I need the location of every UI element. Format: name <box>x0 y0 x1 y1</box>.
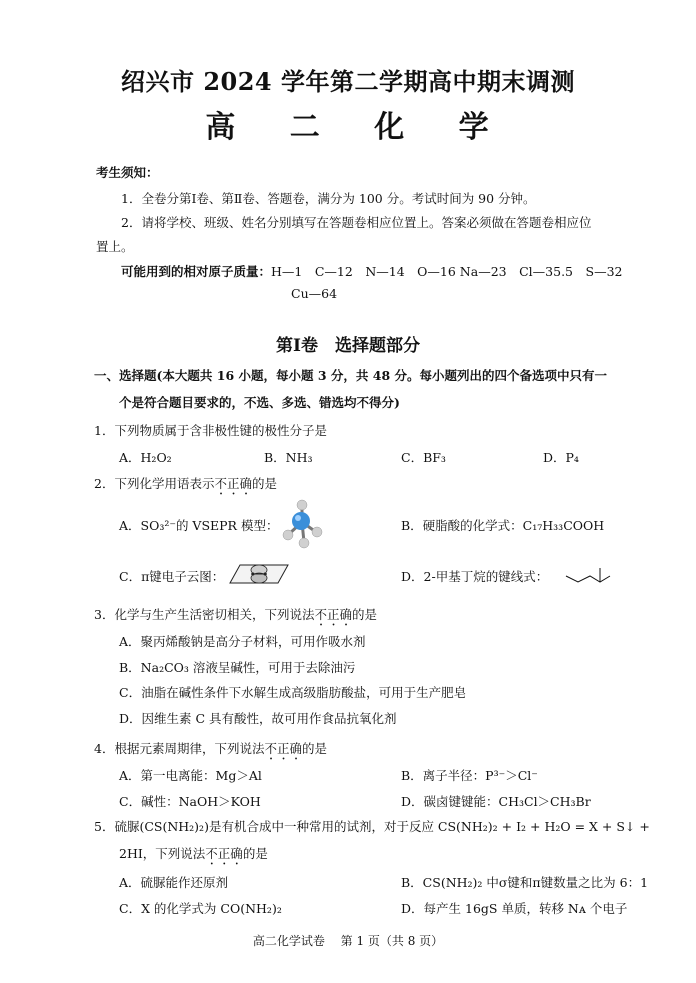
q5-option-d: D．每产生 16gS 单质，转移 Nᴀ 个电子 <box>401 901 628 916</box>
q3-option-c: C．油脂在碱性条件下水解生成高级脂肪酸盐，可用于生产肥皂 <box>119 685 467 700</box>
q1-option-b: B．NH₃ <box>264 450 313 465</box>
question-5-stem-line-2 <box>119 844 268 868</box>
pi-bond-cloud-image <box>228 562 290 586</box>
exam-title: 绍兴市 2024 学年第二学期高中期末调测 <box>120 67 575 96</box>
q1-option-d: D．P₄ <box>543 450 579 465</box>
q3-option-a: A．聚丙烯酸钠是高分子材料，可用作吸水剂 <box>119 634 366 649</box>
skeletal-formula-image <box>564 566 612 588</box>
q2-option-c: C．π键电子云图： <box>119 569 225 584</box>
notice-item-1: 1．全卷分第Ⅰ卷、第Ⅱ卷、答题卷，满分为 100 分。考试时间为 90 分钟。 <box>121 191 536 206</box>
q4-option-c: C．碱性：NaOH＞KOH <box>119 794 261 809</box>
q4-option-b: B．离子半径：P³⁻＞Cl⁻ <box>401 768 538 783</box>
q3-stem-pre: 3．化学与生产生活密切相关，下列说法 <box>94 607 315 622</box>
question-4-stem <box>94 739 327 763</box>
q3-stem-post: 的是 <box>351 607 377 622</box>
q2-stem-post: 的是 <box>251 476 277 491</box>
atomic-mass-values: H—1 C—12 N—14 O—16 Na—23 Cl—35.5 S—32 <box>271 264 623 279</box>
q3-option-b: B．Na₂CO₃ 溶液呈碱性，可用于去除油污 <box>119 660 356 675</box>
q5-option-a: A．硫脲能作还原剂 <box>119 875 229 890</box>
q5-option-c: C．X 的化学式为 CO(NH₂)₂ <box>119 901 282 916</box>
q2-stem-emphasis: 不正确 <box>214 476 252 491</box>
atomic-mass-label: 可能用到的相对原子质量： <box>121 264 272 279</box>
q1-option-a: A．H₂O₂ <box>119 450 172 465</box>
part-instructions-line-1: 一、选择题(本大题共 16 小题，每小题 3 分，共 48 分。每小题列出的四个备选项中只有一 <box>94 368 608 383</box>
q5-option-b: B．CS(NH₂)₂ 中σ键和π键数量之比为 6：1 <box>401 875 649 890</box>
atomic-mass-line <box>121 262 622 280</box>
q4-stem-pre: 4．根据元素周期律，下列说法 <box>94 741 265 756</box>
notice-item-2-line-1: 2．请将学校、班级、姓名分别填写在答题卷相应位置上。答案必须做在答题卷相应位 <box>121 215 592 230</box>
page-footer: 高二化学试卷 第 1 页（共 8 页） <box>252 934 444 948</box>
question-5-stem-line-1: 5．硫脲(CS(NH₂)₂)是有机合成中一种常用的试剂，对于反应 CS(NH₂)₂ + I₂ + H₂O = X + S↓ + <box>94 819 650 834</box>
q2-option-b: B．硬脂酸的化学式：C₁₇H₃₃COOH <box>401 518 605 533</box>
q5-stem-pre: 2HI，下列说法 <box>119 846 206 861</box>
q4-stem-post: 的是 <box>301 741 327 756</box>
q2-stem-pre: 2．下列化学用语表示 <box>94 476 215 491</box>
q5-stem-emphasis: 不正确 <box>205 846 243 861</box>
q3-option-d: D．因维生素 C 具有酸性，故可用作食品抗氧化剂 <box>119 711 397 726</box>
notice-item-2-line-2: 置上。 <box>96 239 134 254</box>
section-title: 第Ⅰ卷 选择题部分 <box>276 336 420 356</box>
vsepr-model-image <box>278 498 330 550</box>
q1-option-c: C．BF₃ <box>401 450 446 465</box>
question-3-stem <box>94 605 377 629</box>
q4-stem-emphasis: 不正确 <box>264 741 302 756</box>
q2-option-d: D．2-甲基丁烷的键线式： <box>401 569 549 584</box>
notice-heading: 考生须知： <box>96 165 159 180</box>
part-instructions-line-2: 个是符合题目要求的，不选、多选、错选均不得分) <box>119 395 400 410</box>
q5-stem-post: 的是 <box>242 846 268 861</box>
q4-option-d: D．碳卤键键能：CH₃Cl＞CH₃Br <box>401 794 591 809</box>
question-1-stem: 1．下列物质属于含非极性键的极性分子是 <box>94 423 327 438</box>
q3-stem-emphasis: 不正确 <box>314 607 352 622</box>
q4-option-a: A．第一电离能：Mg＞Al <box>119 768 262 783</box>
subject-title: 高 二 化 学 <box>205 110 511 145</box>
question-2-stem <box>94 474 277 498</box>
q2-option-a: A．SO₃²⁻的 VSEPR 模型： <box>119 518 279 533</box>
atomic-mass-values-2: Cu—64 <box>291 286 338 301</box>
